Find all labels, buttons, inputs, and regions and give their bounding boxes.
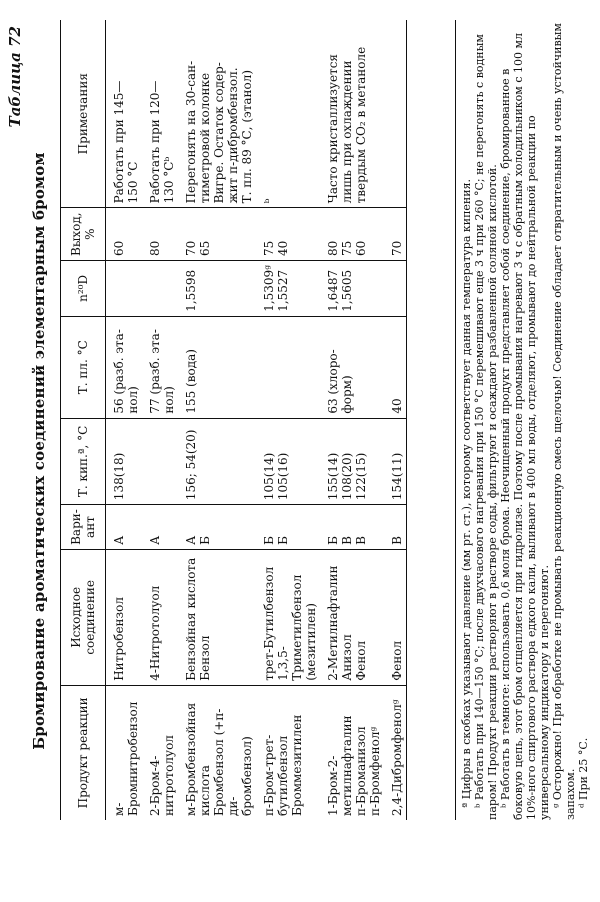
header-source: Исходное соединение	[61, 549, 106, 685]
footnote: ᵈ При 25 °С.	[577, 737, 590, 808]
footnote: ᵍ Осторожно! При обработке не промывать реакционную смесь щелочью! Соединение обладает отвратительным и очень устойчивым запахом.	[551, 23, 577, 820]
bromination-table	[60, 20, 407, 820]
cell-bp: 154(11)	[390, 452, 404, 501]
cell-bp: 155(14) 108(20) 122(15)	[326, 452, 368, 501]
cell-source: 4-Нитротолуол	[148, 585, 162, 681]
cell-variant: А	[112, 535, 126, 545]
cell-variant: А Б	[184, 535, 212, 545]
cell-bp: 105(14) 105(16)	[262, 452, 290, 501]
cell-yield: 60	[112, 240, 126, 256]
cell-note: Работать при 145— 150 °С	[112, 80, 140, 204]
table-row	[142, 20, 178, 820]
header-product: Продукт реакции	[61, 685, 106, 820]
cell-mp: 155 (вода)	[184, 349, 198, 414]
cell-product: 2,4-Дибромфенолᵍ	[390, 699, 404, 816]
cell-n: 1,6487 1,5605	[326, 269, 354, 312]
cell-n: 1,5309ᵍ 1,5527	[262, 265, 290, 312]
table-row	[384, 20, 407, 820]
cell-variant: Б В В	[326, 536, 368, 545]
cell-yield: 80 75 60	[326, 240, 368, 256]
footnote: ᵇ Работать в темноте: использовать 0,6 моля брома. Неочищенный продукт представляет собой соединение, бромированное в боковую цепь, этот бром отщепляется при гидролизе. Поэтому после промывания нагревают 3 ч с обратным холодильником с 100 мл 10%-ного спиртового раствора едкого кали, выливают в 400 мл воды, отделяют, промывают до нейтральной реакции по универсальному индикатору и перегоняют.	[499, 32, 551, 820]
cell-yield: 70 65	[184, 240, 212, 256]
table-row	[320, 20, 384, 820]
cell-note: ᵇ	[262, 198, 276, 204]
cell-mp: 63 (хлоро- форм)	[326, 349, 354, 414]
cell-source: Нитробензол	[112, 597, 126, 681]
footnote: ᵇ Работать при 140—150 °С; после двухчасового нагревания при 150 °С перемешивают еще 3 ч при 260 °С; не перегонять с водным паром! Продукт реакции растворяют в растворе соды, фильтруют и осаждают разбавленной соляной кислотой.	[473, 34, 499, 820]
cell-bp: 138(18)	[112, 452, 126, 501]
cell-n: 1,5598	[184, 269, 198, 312]
cell-product: м-Бромнитробензол	[112, 701, 140, 816]
table-row	[178, 20, 256, 820]
cell-source: трет-Бутилбензол 1,3,5-Триметилбензол (мезитилен)	[262, 566, 318, 681]
table-row	[256, 20, 320, 820]
cell-mp: 77 (разб. эта- нол)	[148, 329, 176, 414]
cell-variant: Б Б	[262, 536, 290, 545]
cell-mp: 56 (разб. эта- нол)	[112, 329, 140, 414]
header-mp: Т. пл. °С	[61, 316, 106, 418]
header-variant: Вари-ант	[61, 505, 106, 550]
table-number: Таблица 72	[6, 26, 24, 128]
cell-source: Фенол	[390, 640, 404, 681]
footnotes	[455, 20, 590, 820]
cell-note: Перегонять на 30-сан- тиметровой колонке Вигре. Остаток содер- жит п-дибромбензол. Т. пл. 89 °С, (этанол)	[184, 60, 254, 204]
header-refractive-index: n²⁰D	[61, 261, 106, 317]
header-yield: Выход, %	[61, 208, 106, 261]
cell-yield: 70	[390, 240, 404, 256]
cell-yield: 80	[148, 240, 162, 256]
cell-variant: В	[390, 536, 404, 545]
header-row	[61, 20, 106, 820]
cell-note: Работать при 120— 130 °Сᵇ	[148, 80, 176, 204]
table-row	[106, 20, 143, 820]
cell-product: п-Бром-трет-бутилбензол Броммезитилен	[262, 714, 304, 816]
header-bp: Т. кип.ª, °С	[61, 418, 106, 505]
cell-source: 2-Метилнафталин Анизол Фенол	[326, 565, 368, 681]
cell-note: Часто кристаллизуется лишь при охлаждении твердым CO₂ в метаноле	[326, 46, 368, 204]
cell-bp: 156; 54(20)	[184, 429, 198, 501]
cell-variant: А	[148, 535, 162, 545]
cell-source: Бензойная кислота Бензол	[184, 557, 212, 681]
cell-product: м-Бромбензойная кислота Бромбензол (+п-ди- бромбензол)	[184, 702, 254, 816]
cell-product: 1-Бром-2-метилнафталин п-Броманизол п-Бромфенолᵍ	[326, 715, 382, 816]
table-title: Бромирование ароматических соединений элементарным бромом	[30, 152, 48, 750]
cell-product: 2-Бром-4-нитротолуол	[148, 735, 176, 816]
cell-yield: 75 40	[262, 240, 290, 256]
footnote: ª Цифры в скобках указывают давление (мм рт. ст.), которому соответствует данная температура кипения.	[460, 178, 473, 808]
cell-mp: 40	[390, 398, 404, 414]
header-notes: Примечания	[61, 20, 106, 208]
